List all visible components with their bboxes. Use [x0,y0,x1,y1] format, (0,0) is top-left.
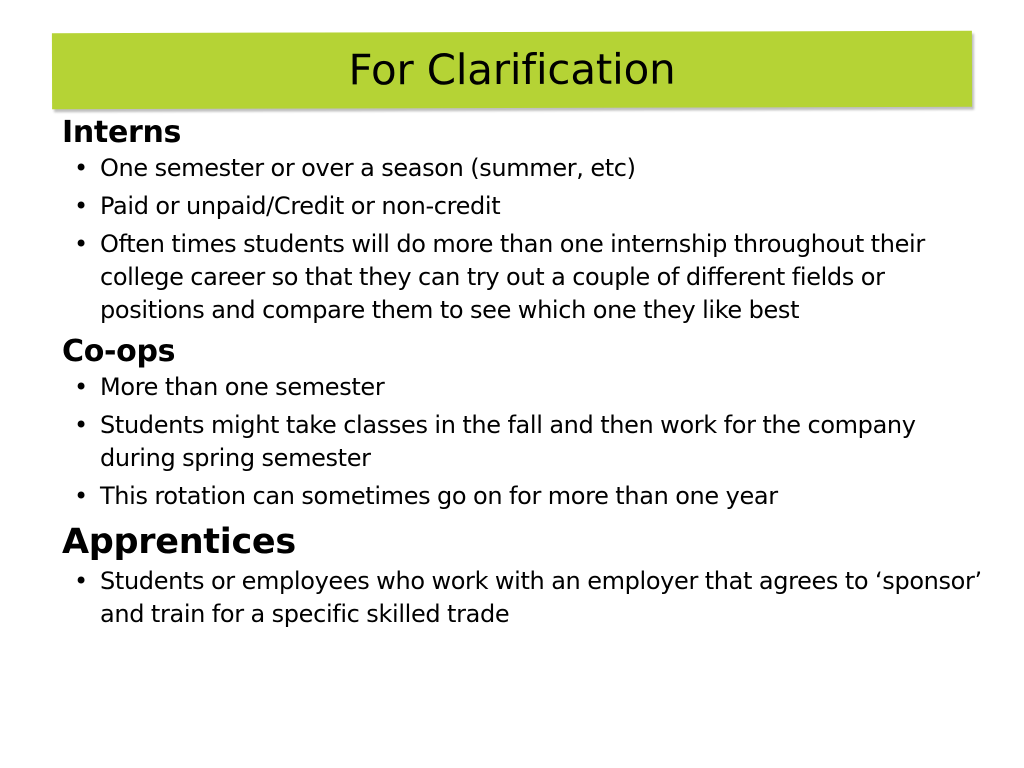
list-item [62,409,982,475]
bullet-icon: • [74,411,88,439]
bullet-icon: • [74,230,88,258]
bullet-text: More than one semester [100,373,385,401]
list-item [62,480,982,513]
bullet-icon: • [74,567,88,595]
bullet-text: This rotation can sometimes go on for more than one year [100,482,778,510]
list-item [62,371,982,404]
slide-content [62,114,982,637]
bullet-text: One semester or over a season (summer, etc) [100,154,636,182]
bullet-icon: • [74,192,88,220]
bullet-text: Often times students will do more than one internship throughout their college career so that they can try out a couple of different fields or positions and compare them to see which one they like best [100,230,925,324]
list-item [62,565,982,631]
section-heading-coops: Co-ops [62,334,176,369]
bullet-text: Students or employees who work with an employer that agrees to ‘sponsor’ and train for a specific skilled trade [100,567,982,628]
bullet-icon: • [74,154,88,182]
bullet-icon: • [74,373,88,401]
list-item [62,228,982,327]
section-heading-apprentices: Apprentices [62,522,296,562]
slide-title: For Clarification [348,44,676,95]
list-item [62,152,982,185]
title-band [52,31,972,109]
bullet-list-coops [62,371,982,513]
list-item [62,190,982,223]
bullet-list-interns [62,152,982,327]
section-heading-interns: Interns [62,115,182,150]
bullet-list-apprentices [62,565,982,631]
bullet-text: Students might take classes in the fall and then work for the company during spring semester [100,411,916,472]
bullet-icon: • [74,482,88,510]
bullet-text: Paid or unpaid/Credit or non-credit [100,192,501,220]
